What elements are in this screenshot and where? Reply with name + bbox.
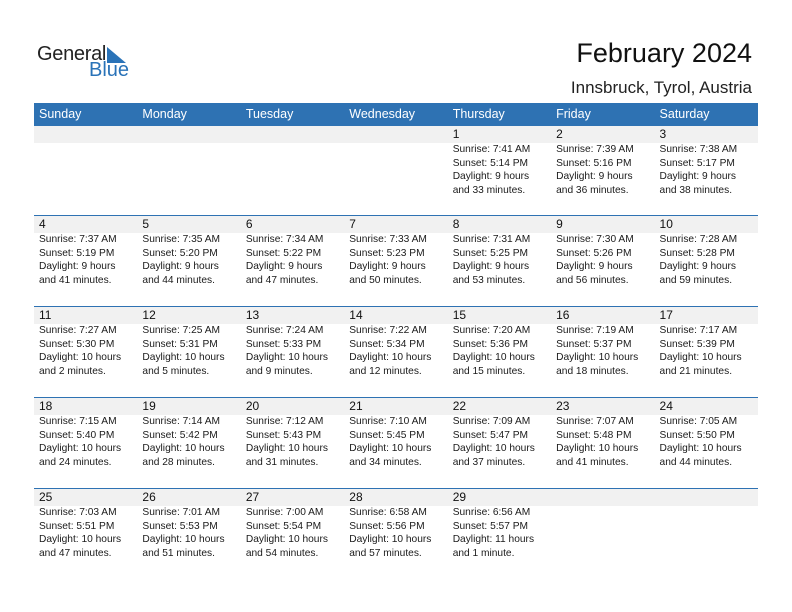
- daylight-minutes-text: and 15 minutes.: [452, 365, 526, 377]
- day-number: 25: [39, 490, 53, 504]
- day-number: 13: [245, 308, 260, 322]
- sunset-text: Sunset: 5:26 PM: [556, 247, 632, 259]
- daylight-minutes-text: and 51 minutes.: [142, 547, 215, 559]
- sunrise-text: Sunrise: 7:20 AM: [452, 325, 531, 336]
- day-cell: [34, 216, 137, 287]
- days-row: [34, 126, 758, 197]
- sunrise-text: Sunrise: 7:33 AM: [349, 234, 427, 245]
- daylight-text: Daylight: 10 hours: [142, 352, 225, 364]
- daylight-text: Daylight: 10 hours: [245, 443, 328, 455]
- weekday-sunday: Sunday: [39, 107, 82, 121]
- day-number: [246, 126, 344, 143]
- day-cell: [241, 307, 344, 378]
- sunrise-text: Sunrise: 7:01 AM: [142, 507, 221, 518]
- sunset-text: Sunset: 5:45 PM: [349, 429, 425, 441]
- sunrise-text: Sunrise: 7:17 AM: [659, 325, 738, 336]
- sunrise-text: Sunrise: 7:27 AM: [39, 325, 117, 336]
- sunrise-text: Sunrise: 7:38 AM: [659, 144, 738, 155]
- daylight-text: Daylight: 10 hours: [39, 534, 122, 546]
- day-number: 8: [452, 217, 460, 231]
- daylight-minutes-text: and 53 minutes.: [452, 274, 526, 286]
- week-row: [34, 488, 758, 579]
- sunset-text: Sunset: 5:37 PM: [556, 338, 632, 350]
- daylight-text: Daylight: 9 hours: [452, 171, 530, 183]
- daylight-minutes-text: and 57 minutes.: [349, 547, 422, 559]
- day-number: 17: [659, 308, 673, 322]
- weekday-saturday: Saturday: [659, 107, 710, 121]
- daylight-text: Daylight: 9 hours: [659, 261, 736, 273]
- day-number: 11: [39, 308, 52, 322]
- daylight-text: Daylight: 10 hours: [245, 534, 328, 546]
- sunset-text: Sunset: 5:31 PM: [142, 338, 218, 350]
- daylight-text: Daylight: 9 hours: [556, 261, 633, 273]
- daylight-minutes-text: and 44 minutes.: [142, 274, 215, 286]
- daylight-minutes-text: and 41 minutes.: [39, 274, 112, 286]
- daylight-text: Daylight: 10 hours: [659, 352, 742, 364]
- day-number: 23: [556, 399, 570, 413]
- day-cell: [655, 216, 758, 287]
- daylight-minutes-text: and 2 minutes.: [39, 365, 106, 377]
- daylight-minutes-text: and 18 minutes.: [556, 365, 629, 377]
- sunset-text: Sunset: 5:22 PM: [245, 247, 322, 259]
- daylight-text: Daylight: 10 hours: [39, 352, 122, 364]
- sunset-text: Sunset: 5:20 PM: [142, 247, 218, 259]
- daylight-text: Daylight: 9 hours: [39, 261, 116, 273]
- day-number: 29: [452, 490, 467, 504]
- day-cell: [241, 489, 344, 560]
- weekday-thursday: Thursday: [452, 107, 505, 121]
- day-cell: [448, 307, 551, 378]
- day-number: 28: [349, 490, 363, 504]
- daylight-text: Daylight: 10 hours: [142, 443, 225, 455]
- sunset-text: Sunset: 5:34 PM: [349, 338, 425, 350]
- day-number: 16: [556, 308, 570, 322]
- daylight-minutes-text: and 31 minutes.: [245, 456, 319, 468]
- weeks-container: [34, 126, 758, 579]
- day-number: 9: [556, 217, 563, 231]
- daylight-minutes-text: and 24 minutes.: [39, 456, 112, 468]
- day-cell: [137, 398, 240, 469]
- day-number: [142, 126, 240, 143]
- daylight-minutes-text: and 12 minutes.: [349, 365, 422, 377]
- day-cell: [344, 126, 447, 197]
- daylight-minutes-text: and 34 minutes.: [349, 456, 422, 468]
- day-cell: [137, 126, 240, 197]
- day-number: 27: [245, 490, 260, 504]
- daylight-minutes-text: and 21 minutes.: [659, 365, 733, 377]
- daylight-text: Daylight: 10 hours: [556, 352, 639, 364]
- day-number: 3: [659, 127, 667, 141]
- sunrise-text: Sunrise: 7:28 AM: [659, 234, 738, 245]
- day-cell: [241, 126, 344, 197]
- sunrise-text: Sunrise: 7:22 AM: [349, 325, 427, 336]
- day-number: 24: [659, 399, 673, 413]
- daylight-minutes-text: and 56 minutes.: [556, 274, 629, 286]
- day-number: [39, 126, 137, 143]
- logo-text-general: General: [37, 43, 107, 65]
- sunrise-text: Sunrise: 7:35 AM: [142, 234, 221, 245]
- daylight-text: Daylight: 9 hours: [659, 171, 736, 183]
- sunrise-text: Sunrise: 6:58 AM: [349, 507, 427, 518]
- day-number: 5: [142, 217, 150, 231]
- sunset-text: Sunset: 5:25 PM: [452, 247, 529, 259]
- daylight-minutes-text: and 50 minutes.: [349, 274, 422, 286]
- sunset-text: Sunset: 5:56 PM: [349, 520, 425, 532]
- sunset-text: Sunset: 5:57 PM: [452, 520, 529, 532]
- daylight-minutes-text: and 38 minutes.: [659, 184, 733, 196]
- sunrise-text: Sunrise: 6:56 AM: [452, 507, 531, 518]
- sunrise-text: Sunrise: 7:00 AM: [245, 507, 324, 518]
- daylight-text: Daylight: 9 hours: [245, 261, 323, 273]
- daylight-text: Daylight: 10 hours: [142, 534, 225, 546]
- day-number: 4: [39, 217, 46, 231]
- day-number: 20: [245, 399, 260, 413]
- sunrise-text: Sunrise: 7:19 AM: [556, 325, 634, 336]
- sunrise-text: Sunrise: 7:25 AM: [142, 325, 221, 336]
- sunset-text: Sunset: 5:40 PM: [39, 429, 115, 441]
- sunrise-text: Sunrise: 7:07 AM: [556, 416, 634, 427]
- daylight-text: Daylight: 9 hours: [452, 261, 530, 273]
- daylight-text: Daylight: 9 hours: [349, 261, 426, 273]
- day-number: 15: [452, 308, 467, 322]
- weekday-friday: Friday: [556, 107, 591, 121]
- daylight-minutes-text: and 5 minutes.: [142, 365, 210, 377]
- page-title: February 2024: [576, 38, 752, 68]
- day-cell: [448, 126, 551, 197]
- week-row: [34, 397, 758, 488]
- sunset-text: Sunset: 5:14 PM: [452, 157, 529, 169]
- daylight-text: Daylight: 10 hours: [452, 352, 535, 364]
- sunrise-text: Sunrise: 7:14 AM: [142, 416, 221, 427]
- daylight-text: Daylight: 10 hours: [556, 443, 639, 455]
- day-cell: [655, 489, 758, 560]
- sunrise-text: Sunrise: 7:37 AM: [39, 234, 117, 245]
- sunrise-text: Sunrise: 7:03 AM: [39, 507, 117, 518]
- day-number: 6: [245, 217, 253, 231]
- weekday-monday: Monday: [142, 107, 187, 121]
- day-number: 1: [452, 127, 460, 141]
- daylight-text: Daylight: 10 hours: [245, 352, 328, 364]
- day-cell: [137, 307, 240, 378]
- day-number: 18: [39, 399, 53, 413]
- days-row: [34, 307, 758, 378]
- sunrise-text: Sunrise: 7:15 AM: [39, 416, 117, 427]
- day-number: 10: [659, 217, 673, 231]
- week-row: [34, 215, 758, 306]
- day-cell: [448, 489, 551, 560]
- day-number: 7: [349, 217, 356, 231]
- day-number: [660, 489, 758, 506]
- sunrise-text: Sunrise: 7:39 AM: [556, 144, 634, 155]
- sunset-text: Sunset: 5:16 PM: [556, 157, 632, 169]
- day-cell: [551, 216, 654, 287]
- day-cell: [241, 398, 344, 469]
- sunset-text: Sunset: 5:28 PM: [659, 247, 735, 259]
- sunrise-text: Sunrise: 7:41 AM: [452, 144, 531, 155]
- day-number: [349, 126, 447, 143]
- calendar-grid: [34, 103, 758, 579]
- daylight-text: Daylight: 11 hours: [452, 534, 535, 546]
- sunset-text: Sunset: 5:17 PM: [659, 157, 735, 169]
- location-subtitle: Innsbruck, Tyrol, Austria: [570, 78, 752, 97]
- daylight-minutes-text: and 47 minutes.: [39, 547, 112, 559]
- day-number: [556, 489, 654, 506]
- sunset-text: Sunset: 5:53 PM: [142, 520, 218, 532]
- daylight-text: Daylight: 10 hours: [659, 443, 742, 455]
- day-cell: [448, 398, 551, 469]
- day-number: 22: [452, 399, 467, 413]
- sunrise-text: Sunrise: 7:12 AM: [245, 416, 324, 427]
- sunset-text: Sunset: 5:23 PM: [349, 247, 425, 259]
- daylight-minutes-text: and 36 minutes.: [556, 184, 629, 196]
- sunrise-text: Sunrise: 7:24 AM: [245, 325, 324, 336]
- day-cell: [655, 307, 758, 378]
- day-number: 19: [142, 399, 156, 413]
- sunrise-text: Sunrise: 7:31 AM: [452, 234, 531, 245]
- daylight-minutes-text: and 33 minutes.: [452, 184, 526, 196]
- day-cell: [551, 398, 654, 469]
- sunset-text: Sunset: 5:50 PM: [659, 429, 735, 441]
- daylight-minutes-text: and 9 minutes.: [245, 365, 313, 377]
- daylight-minutes-text: and 47 minutes.: [245, 274, 319, 286]
- logo-text-blue: Blue: [89, 59, 130, 81]
- day-cell: [137, 489, 240, 560]
- daylight-text: Daylight: 10 hours: [349, 352, 432, 364]
- day-cell: [344, 307, 447, 378]
- sunrise-text: Sunrise: 7:34 AM: [245, 234, 324, 245]
- sunset-text: Sunset: 5:30 PM: [39, 338, 115, 350]
- sunset-text: Sunset: 5:51 PM: [39, 520, 115, 532]
- day-cell: [344, 398, 447, 469]
- day-cell: [34, 489, 137, 560]
- day-cell: [34, 398, 137, 469]
- daylight-minutes-text: and 28 minutes.: [142, 456, 215, 468]
- sunset-text: Sunset: 5:36 PM: [452, 338, 529, 350]
- week-row: [34, 306, 758, 397]
- day-cell: [344, 216, 447, 287]
- logo: [37, 43, 137, 83]
- sunrise-text: Sunrise: 7:05 AM: [659, 416, 738, 427]
- daylight-minutes-text: and 41 minutes.: [556, 456, 629, 468]
- day-cell: [448, 216, 551, 287]
- weekday-header: [34, 103, 758, 126]
- days-row: [34, 398, 758, 469]
- sunset-text: Sunset: 5:33 PM: [245, 338, 322, 350]
- day-cell: [551, 307, 654, 378]
- day-number: 2: [556, 127, 563, 141]
- daylight-text: Daylight: 9 hours: [142, 261, 219, 273]
- day-number: 12: [142, 308, 156, 322]
- sunset-text: Sunset: 5:47 PM: [452, 429, 529, 441]
- daylight-text: Daylight: 10 hours: [452, 443, 535, 455]
- daylight-text: Daylight: 10 hours: [39, 443, 122, 455]
- sunset-text: Sunset: 5:19 PM: [39, 247, 115, 259]
- sunset-text: Sunset: 5:54 PM: [245, 520, 322, 532]
- daylight-text: Daylight: 10 hours: [349, 443, 432, 455]
- day-cell: [241, 216, 344, 287]
- day-cell: [655, 126, 758, 197]
- days-row: [34, 216, 758, 287]
- day-number: 26: [142, 490, 156, 504]
- day-cell: [551, 489, 654, 560]
- day-number: 21: [349, 399, 363, 413]
- daylight-minutes-text: and 54 minutes.: [245, 547, 319, 559]
- day-cell: [344, 489, 447, 560]
- sunrise-text: Sunrise: 7:10 AM: [349, 416, 427, 427]
- daylight-minutes-text: and 44 minutes.: [659, 456, 733, 468]
- daylight-text: Daylight: 9 hours: [556, 171, 633, 183]
- day-number: 14: [349, 308, 363, 322]
- weekday-tuesday: Tuesday: [245, 107, 294, 121]
- sunrise-text: Sunrise: 7:09 AM: [452, 416, 531, 427]
- sunset-text: Sunset: 5:42 PM: [142, 429, 218, 441]
- weekday-wednesday: Wednesday: [349, 107, 416, 121]
- daylight-text: Daylight: 10 hours: [349, 534, 432, 546]
- daylight-minutes-text: and 59 minutes.: [659, 274, 733, 286]
- daylight-minutes-text: and 37 minutes.: [452, 456, 526, 468]
- sunset-text: Sunset: 5:48 PM: [556, 429, 632, 441]
- day-cell: [34, 307, 137, 378]
- week-row: [34, 126, 758, 215]
- sunset-text: Sunset: 5:39 PM: [659, 338, 735, 350]
- daylight-minutes-text: and 1 minute.: [452, 547, 515, 559]
- days-row: [34, 489, 758, 560]
- sunset-text: Sunset: 5:43 PM: [245, 429, 322, 441]
- day-cell: [137, 216, 240, 287]
- sunrise-text: Sunrise: 7:30 AM: [556, 234, 634, 245]
- day-cell: [655, 398, 758, 469]
- day-cell: [551, 126, 654, 197]
- day-cell: [34, 126, 137, 197]
